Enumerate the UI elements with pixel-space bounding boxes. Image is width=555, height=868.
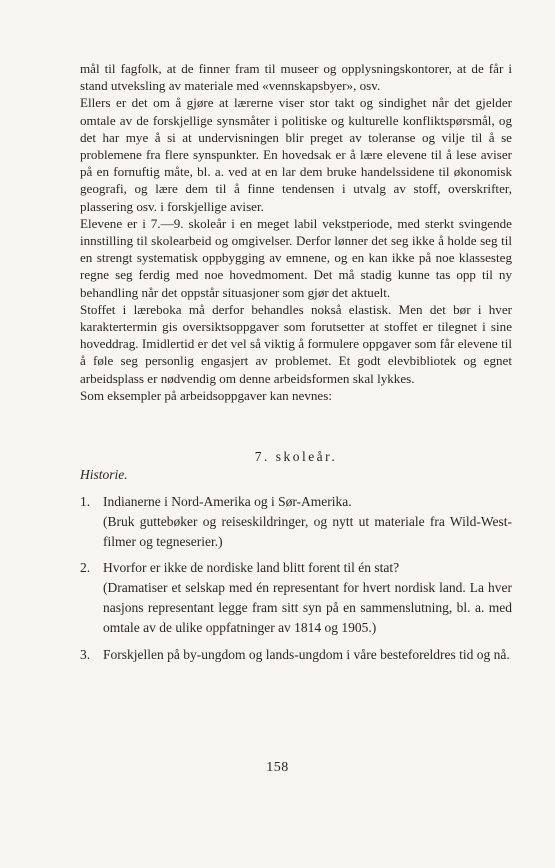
paragraph-1: mål til fagfolk, at de finner fram til museer og opplysningskontorer, at de får i stand utveksling av materiale med «vennskapsbyer», osv. xyxy=(80,61,512,94)
paragraph-5: Som eksempler på arbeidsoppgaver kan nevnes: xyxy=(80,387,332,403)
paragraph-2: Ellers er det om å gjøre at lærerne viser stor takt og sindighet når det gjelder omtale av de forskjellige synsmåter i politiske og kulturelle konfliktspørsmål, og det har mye å si at undervisningen blir preget av toleranse og vilje til å se problemene fra flere synspunkter. En hovedsak er å lære elevene til å lese aviser på en fornuftig måte, bl. a. ved at en lar dem bruke handelssidene til økonomisk geografi, og lære dem til å finne tendensen i utvalg av stoff, overskrifter, plassering osv. i forskjellige aviser. xyxy=(80,95,512,214)
paragraph-3: Elevene er i 7.—9. skoleår i en meget labil vekstperiode, med sterkt svingende innstilling til skolearbeid og omgivelser. Derfor lønner det seg ikke å holde seg til en strengt systematisk oppbygging av emnene, og en kan ikke på noe klassesteg regne seg ferdig med noe hovedmoment. Det må stadig kunne tas opp til ny behandling når det oppstår situasjoner som gjør det aktuelt. xyxy=(80,215,512,300)
task-number: 1. xyxy=(80,494,91,510)
task-list xyxy=(80,492,512,664)
task-number: 2. xyxy=(80,560,91,576)
task-item xyxy=(80,558,512,637)
page-number: 158 xyxy=(266,760,289,775)
page-body xyxy=(80,60,512,671)
section-heading: 7. skoleår. xyxy=(254,449,338,465)
task-item xyxy=(80,645,512,665)
task-title: Forskjellen på by-ungdom og lands-ungdom i våre besteforeldres tid og nå. xyxy=(103,646,510,662)
paragraph-4: Stoffet i læreboka må derfor behandles nokså elastisk. Men det bør i hver karaktertermin gis oversiktsoppgaver som forutsetter at stoffet er tilegnet i sine hoveddrag. Imidlertid er det vel så viktig å formulere oppgaver som får elevene til å føle seg personlig engasjert av problemet. Et godt elevbibliotek og egnet arbeidsplass er nødvendig om denne arbeidsformen skal lykkes. xyxy=(80,301,512,386)
subject-heading: Historie. xyxy=(80,467,128,483)
task-detail: (Bruk guttebøker og reiseskildringer, og nytt ut materiale fra Wild-West-filmer og tegneserier.) xyxy=(103,513,512,549)
task-detail: (Dramatiser et selskap med én representant for hvert nordisk land. La hver nasjons representant legge fram sitt syn på en sammenslutning, bl. a. med omtale av de ulike oppfatninger av 1814 og 1905.) xyxy=(103,580,512,635)
task-title: Indianerne i Nord-Amerika og i Sør-Amerika. xyxy=(103,494,352,510)
task-title: Hvorfor er ikke de nordiske land blitt forent til én stat? xyxy=(103,560,400,576)
task-number: 3. xyxy=(80,646,91,662)
task-item xyxy=(80,492,512,551)
